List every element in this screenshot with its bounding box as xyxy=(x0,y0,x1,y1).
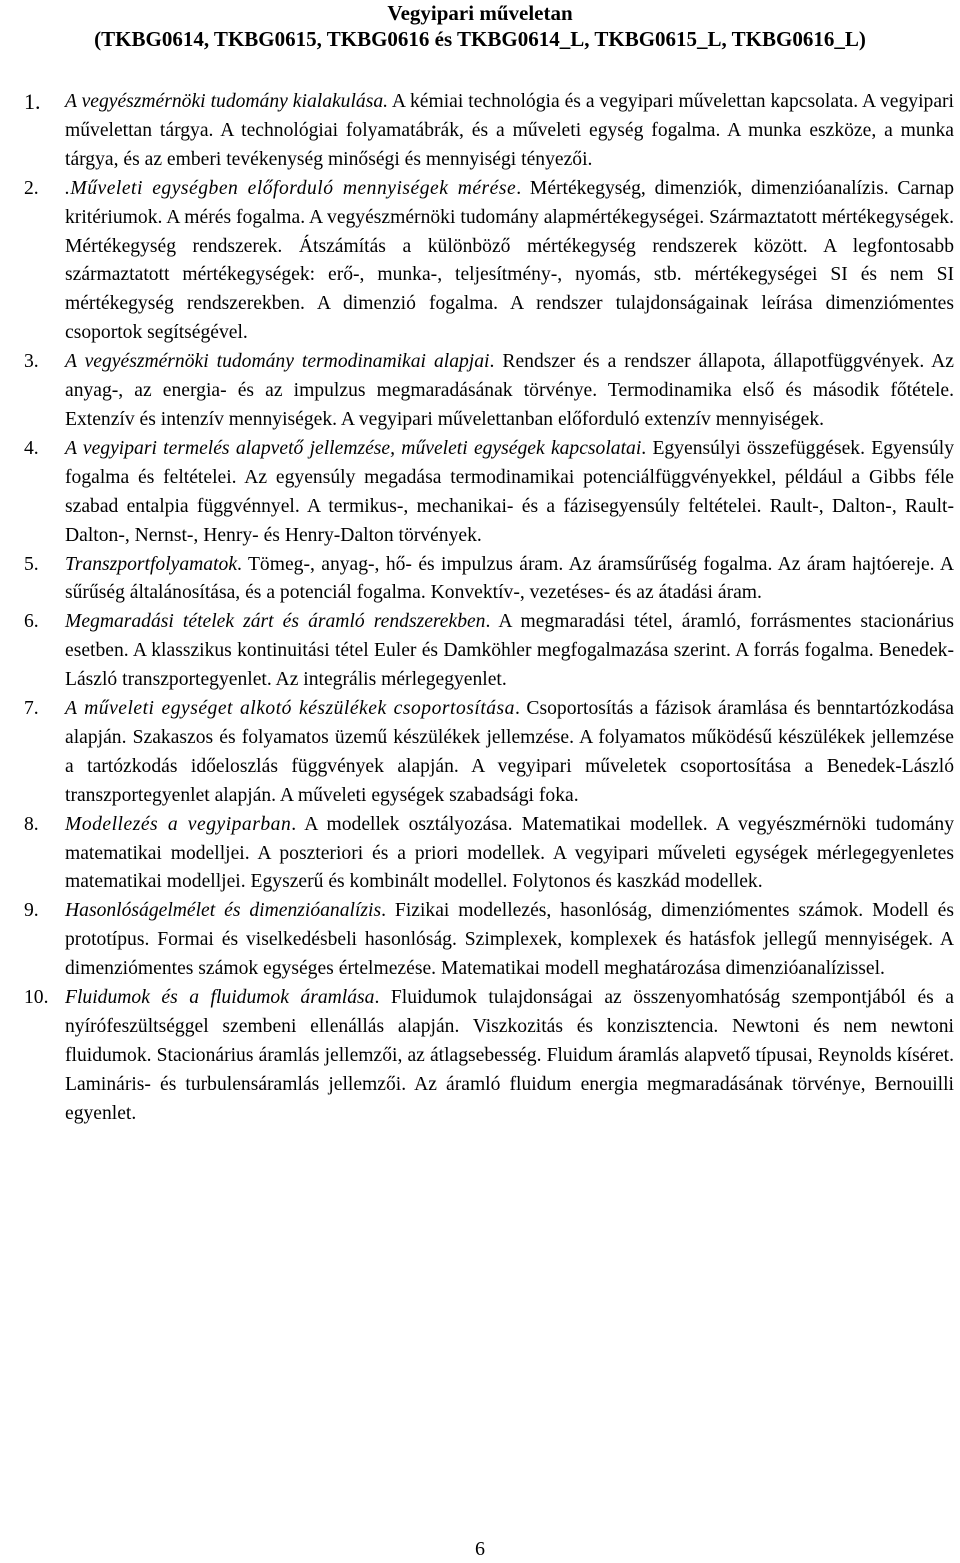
topic-title: A műveleti egységet alkotó készülékek csoportosítása xyxy=(65,698,515,720)
topic-number: 1. xyxy=(24,89,41,114)
topic-number: 4. xyxy=(24,437,39,459)
topic-title: Hasonlóságelmélet és dimenzióanalízis xyxy=(65,900,382,922)
topic-body: . Rendszer és a rendszer állapota, állapotfüggvények. Az anyag-, az energia- és az impulzus megmaradásának törvénye. Termodinamika első és második főtétele. Extenzív és intenzív mennyiségek. A vegyipari művelettanban előforduló extenzív mennyiségek. xyxy=(65,351,955,430)
topic-item xyxy=(0,88,960,175)
topic-item xyxy=(0,608,960,695)
topic-title: Megmaradási tételek zárt és áramló rendszerekben xyxy=(65,611,486,633)
topic-number: 6. xyxy=(24,611,39,633)
topic-number: 10. xyxy=(24,987,49,1009)
topic-number: 5. xyxy=(24,553,39,575)
topic-item xyxy=(0,435,960,551)
topic-item xyxy=(0,695,960,811)
topic-title: A vegyészmérnöki tudomány kialakulása. xyxy=(65,91,389,112)
topic-body: . Mértékegység, dimenziók, dimenzióanalízis. Carnap kritériumok. A mérés fogalma. A vegyészmérnöki tudomány alapmértékegységei. Származtatott mértékegységek. Mértékegység rendszerek. Átszámítás a különböző mértékegység rendszerek között. A legfontosabb származtatott mértékegységek: erő-, munka-, teljesítmény-, nyomás, stb. mértékegységei SI és nem SI mértékegység rendszerekben. A dimenzió fogalma. A rendszer tulajdonságainak leírása dimenziómentes csoportok segítségével. xyxy=(65,177,954,344)
topic-item xyxy=(0,897,960,984)
course-title-line-2: (TKBG0614, TKBG0615, TKBG0616 és TKBG0614_L, TKBG0615_L, TKBG0616_L) xyxy=(94,27,866,51)
topic-title: .Műveleti egységben előforduló mennyiségek mérése xyxy=(65,177,517,199)
topic-title: A vegyészmérnöki tudomány termodinamikai alapjai xyxy=(65,351,490,373)
topic-body: . Fluidumok tulajdonságai az összenyomhatóság szempontjából és a nyírófeszültséggel szembeni ellenállás alapján. Viszkozitás és konzisztencia. Newtoni és nem newtoni fluidumok. Stacionárius áramlás jellemzői, az átlagsebesség. Fluidum áramlás alapvető típusai, Reynolds kíséret. Lamináris- és turbulensáramlás jellemzői. Az áramló fluidum energia megmaradásának törvénye, Bernouilli egyenlet. xyxy=(65,987,955,1124)
topic-item xyxy=(0,811,960,898)
topic-item xyxy=(0,984,960,1129)
topic-title: Transzportfolyamatok xyxy=(65,553,238,575)
topic-title: Modellezés a vegyiparban xyxy=(65,813,292,835)
topic-body: . A megmaradási tétel, áramló, forrásmentes stacionárius esetben. A klasszikus kontinuitási tétel Euler és Damköhler megfogalmazása szerint. A forrás fogalma. Benedek-László transzportegyenlet. Az integrális mérlegegyenlet. xyxy=(65,611,954,691)
topic-item xyxy=(0,348,960,435)
topic-number: 3. xyxy=(24,351,39,373)
topic-number: 9. xyxy=(24,900,39,922)
topic-body: . Csoportosítás a fázisok áramlása és benntartózkodása alapján. Szakaszos és folyamatos üzemű készülékek jellemzése. A folyamatos működésű készülékek jellemzése a tartózkodás időeloszlás függvények alapján. A vegyipari műveletek csoportosítása a Benedek-László transzportegyenlet alapján. A műveleti egységek szabadsági foka. xyxy=(65,698,954,806)
topic-body: . Tömeg-, anyag-, hő- és impulzus áram. Az áramsűrűség fogalma. Az áram hajtóereje. A sűrűség általánosítása, és a potenciál fogalma. Konvektív-, vezetéses- és az átadási áram. xyxy=(65,553,954,604)
topic-body: A kémiai technológia és a vegyipari művelettan kapcsolata. A vegyipari művelettan tárgya. A technológiai folyamatábrák, és a műveleti egység fogalma. A munka eszköze, a munka tárgya, és az emberi tevékenység minőségi és mennyiségi tényezői. xyxy=(65,91,954,170)
topic-title: Fluidumok és a fluidumok áramlása xyxy=(65,987,375,1009)
course-title xyxy=(0,0,960,52)
topic-title: A vegyipari termelés alapvető jellemzése, műveleti egységek kapcsolatai xyxy=(65,437,642,459)
topic-number: 7. xyxy=(24,698,39,720)
topic-body: . Fizikai modellezés, hasonlóság, dimenziómentes számok. Modell és prototípus. Formai és viselkedésbeli hasonlóság. Szimplexek, komplexek és hatásfok jellegű mennyiségek. A dimenziómentes számok egységes értelmezése. Matematikai modell meghatározása dimenzióanalízissel. xyxy=(65,900,954,980)
page-number: 6 xyxy=(475,1538,485,1560)
topic-item xyxy=(0,551,960,609)
topic-number: 8. xyxy=(24,813,39,835)
topic-number: 2. xyxy=(24,177,39,199)
topic-body: . Egyensúlyi összefüggések. Egyensúly fogalma és feltételei. Az egyensúly megadása termodinamikai potenciálfüggvényekkel, például a Gibbs féle szabad entalpia függvénnyel. A termikus-, mechanikai- és a fázisegyensúly feltételei. Rault-, Dalton-, Rault-Dalton-, Nernst-, Henry- és Henry-Dalton törvények. xyxy=(65,437,954,546)
topic-item xyxy=(0,175,960,348)
course-title-line-1: Vegyipari műveletan xyxy=(387,1,573,25)
topic-list xyxy=(0,88,960,1129)
topic-body: . A modellek osztályozása. Matematikai modellek. A vegyészmérnöki tudomány matematikai modelljei. A poszteriori és a priori modellek. A vegyipari műveleti egységek mérlegegyenletes matematikai modelljei. Egyszerű és kombinált modellel. Folytonos és kaszkád modellek. xyxy=(65,813,954,893)
